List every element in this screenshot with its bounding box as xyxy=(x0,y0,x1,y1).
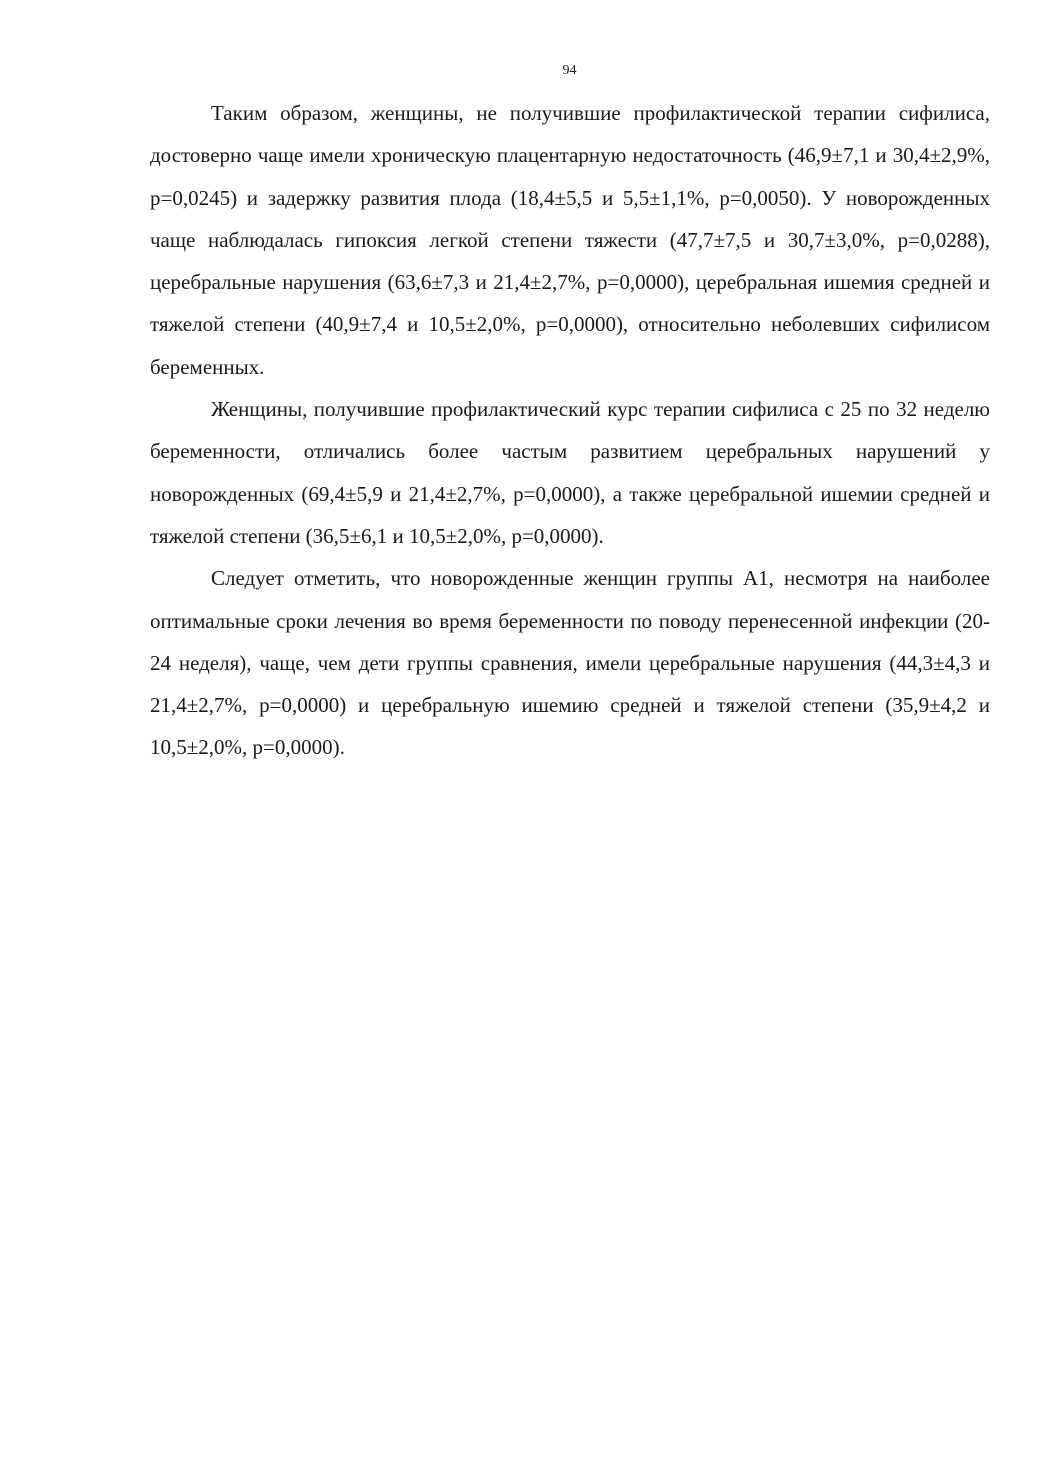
body-text xyxy=(150,92,990,769)
paragraph-3: Следует отметить, что новорожденные женщин группы А1, несмотря на наиболее оптимальные сроки лечения во время беременности по поводу перенесенной инфекции (20-24 неделя), чаще, чем дети группы сравнения, имели церебральные нарушения (44,3±4,3 и 21,4±2,7%, p=0,0000) и церебральную ишемию средней и тяжелой степени (35,9±4,2 и 10,5±2,0%, p=0,0000). xyxy=(150,566,990,760)
paragraph-1: Таким образом, женщины, не получившие профилактической терапии сифилиса, достоверно чаще имели хроническую плацентарную недостаточность (46,9±7,1 и 30,4±2,9%, p=0,0245) и задержку развития плода (18,4±5,5 и 5,5±1,1%, p=0,0050). У новорожденных чаще наблюдалась гипоксия легкой степени тяжести (47,7±7,5 и 30,7±3,0%, p=0,0288), церебральные нарушения (63,6±7,3 и 21,4±2,7%, p=0,0000), церебральная ишемия средней и тяжелой степени (40,9±7,4 и 10,5±2,0%, p=0,0000), относительно неболевших сифилисом беременных. xyxy=(150,101,990,379)
paragraph-2: Женщины, получившие профилактический курс терапии сифилиса с 25 по 32 неделю беременности, отличались более частым развитием церебральных нарушений у новорожденных (69,4±5,9 и 21,4±2,7%, p=0,0000), а также церебральной ишемии средней и тяжелой степени (36,5±6,1 и 10,5±2,0%, p=0,0000). xyxy=(150,397,990,548)
page-number: 94 xyxy=(562,63,577,78)
